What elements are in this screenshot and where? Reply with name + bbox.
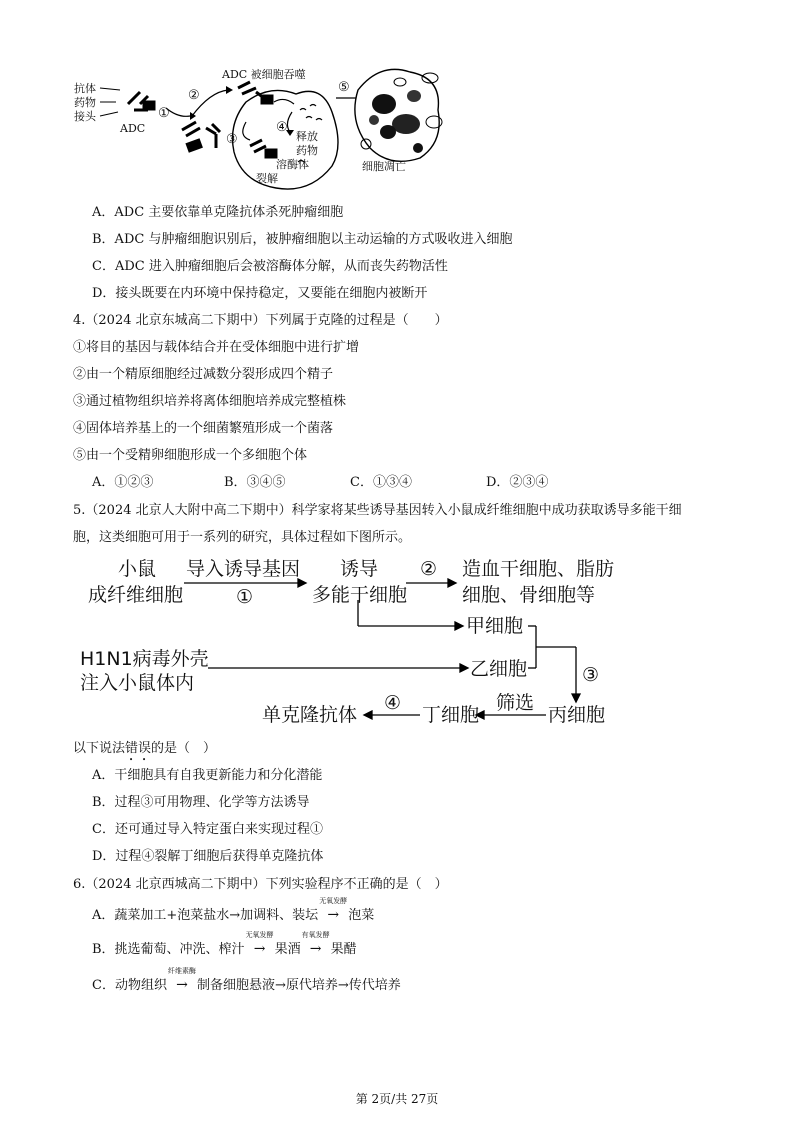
step-3-label: ③ [226,132,238,147]
virus-label-2: 注入小鼠体内 [80,672,195,694]
differentiated-cells-2: 细胞、骨细胞等 [462,584,596,606]
q6-b-post: 果醋 [330,942,357,957]
q5-question-pre: 以下说法 [73,741,126,756]
arrow-label: 无氧发酵 [319,897,348,905]
q4-option-b: B．③④⑤ [224,475,286,490]
label-lyse: 裂解 [256,172,278,185]
q6-b-pre: B．挑选葡萄、冲洗、榨汁 [92,942,245,957]
ding-cell-label: 丁细胞 [422,704,480,726]
mouse-label-2: 成纤维细胞 [88,584,184,606]
q6-option-a [92,897,375,925]
step-4-circle: ④ [384,692,402,714]
arrow-right-icon: → [309,941,322,957]
yi-cell-label: 乙细胞 [470,658,528,680]
q6-stem: 6.（2024 北京西城高二下期中）下列实验程序不正确的是（ ） [73,877,448,892]
arrow-aerobic [301,931,331,959]
adc-figure [70,62,450,197]
adc-molecule-icon [128,92,154,110]
q5-option-d: D．过程④裂解丁细胞后获得单克隆抗体 [92,849,324,864]
label-lysosome: 溶酶体 [276,158,309,171]
mouse-label-1: 小鼠 [118,558,157,580]
arrow-anaerobic [245,931,275,959]
arrow-right-icon: → [176,977,188,993]
arrow-right-icon: → [327,907,340,923]
virus-label-1: H1N1病毒外壳 [80,648,209,670]
import-gene-label: 导入诱导基因 [186,558,301,580]
q5-question [73,740,216,764]
q5-option-a: A．干细胞具有自我更新能力和分化潜能 [92,768,323,783]
arrow-cellulase [167,967,197,995]
ips-label-1: 诱导 [340,558,379,580]
step-1-label: ① [158,106,170,121]
screen-label: 筛选 [496,692,535,714]
q3-option-b: B．ADC 与肿瘤细胞识别后，被肿瘤细胞以主动运输的方式吸收进入细胞 [92,232,513,247]
step-3-circle: ③ [582,664,600,686]
q3-option-a: A．ADC 主要依靠单克隆抗体杀死肿瘤细胞 [92,205,344,220]
step-1-circle: ① [236,586,254,608]
q4-stem: 4.（2024 北京东城高二下期中）下列属于克隆的过程是（ ） [73,313,448,328]
step-5-label: ⑤ [338,80,350,95]
receptor-icon [182,122,220,151]
q3-option-c: C．ADC 进入肿瘤细胞后会被溶酶体分解，从而丧失药物活性 [92,259,448,274]
step-2-circle: ② [420,558,438,580]
q6-b-mid: 果酒 [274,942,301,957]
arrow-label: 纤维素酶 [167,967,196,975]
jia-cell-label: 甲细胞 [466,615,524,637]
q4-option-d: D．②③④ [486,475,549,490]
q6-option-c [92,967,401,995]
step-2-label: ② [188,88,200,103]
label-drug2: 药物 [296,144,318,157]
ips-label-2: 多能干细胞 [312,584,408,606]
q5-question-emphasis: 错误 [125,741,152,756]
q5-question-post: 的是（ ） [151,741,217,756]
q4-item-5: ⑤由一个受精卵细胞形成一个多细胞个体 [73,448,308,463]
apoptotic-cell-icon [355,69,442,161]
q5-stem-line-1: 5.（2024 北京人大附中高二下期中）科学家将某些诱导基因转入小鼠成纤维细胞中成功获取诱导多能干细 [73,503,682,518]
q5-option-b: B．过程③可用物理、化学等方法诱导 [92,795,310,810]
q4-option-a: A．①②③ [92,475,154,490]
bing-cell-label: 丙细胞 [548,704,606,726]
mab-label: 单克隆抗体 [262,704,358,726]
label-drug: 药物 [74,96,96,109]
q3-option-d: D．接头既要在内环境中保持稳定，又要能在细胞内被断开 [92,286,428,301]
label-adc: ADC [120,122,146,135]
step-4-label: ④ [276,120,288,135]
q4-item-2: ②由一个精原细胞经过减数分裂形成四个精子 [73,367,334,382]
q5-stem-line-2: 胞，这类细胞可用于一系列的研究，具体过程如下图所示。 [73,530,412,545]
q4-option-c: C．①③④ [350,475,412,490]
q4-item-4: ④固体培养基上的一个细菌繁殖形成一个菌落 [73,421,334,436]
arrow-label: 无氧发酵 [245,931,274,939]
q4-item-1: ①将目的基因与载体结合并在受体细胞中进行扩增 [73,340,360,355]
q5-option-c: C．还可通过导入特定蛋白来实现过程① [92,822,323,837]
ips-flow-diagram [0,552,794,742]
q6-c-pre: C．动物组织 [92,978,167,993]
page-footer: 第 2页/共 27页 [355,1092,439,1106]
q4-item-3: ③通过植物组织培养将离体细胞培养成完整植株 [73,394,347,409]
q6-c-post: 制备细胞悬液→原代培养→传代培养 [196,978,401,993]
q6-a-pre: A．蔬菜加工+泡菜盐水→加调料、装坛 [92,908,319,923]
q6-a-post: 泡菜 [348,908,375,923]
label-linker: 接头 [74,110,96,123]
q6-option-b [92,931,357,959]
label-death: 细胞凋亡 [362,160,406,173]
arrow-label: 有氧发酵 [301,931,330,939]
arrow-right-icon: → [253,941,266,957]
label-antibody: 抗体 [74,82,96,95]
arrow-anaerobic [318,897,348,925]
label-engulfed: ADC 被细胞吞噬 [222,68,306,81]
differentiated-cells-1: 造血干细胞、脂肪 [462,558,615,580]
label-release: 释放 [296,130,318,143]
